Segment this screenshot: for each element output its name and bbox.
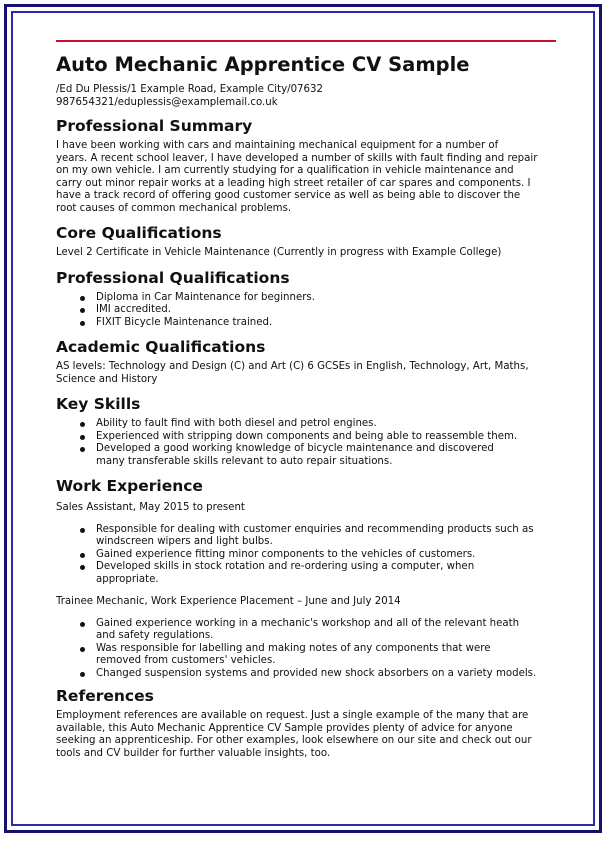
academic-text — [56, 361, 556, 386]
academic-heading: Academic Qualifications — [56, 338, 266, 356]
contact-line-2: 987654321/eduplessis@examplemail.co.uk — [56, 97, 278, 108]
skills-heading: Key Skills — [56, 395, 141, 413]
cv-title: Auto Mechanic Apprentice CV Sample — [56, 53, 470, 76]
job-title: Sales Assistant, May 2015 to present — [56, 502, 245, 513]
references-line: available, this Auto Mechanic Apprentice CV Sample provides plenty of advice for anyone — [56, 722, 513, 734]
contact-line-1: /Ed Du Plessis/1 Example Road, Example City/07632 — [56, 84, 323, 95]
list-item: FIXIT Bicycle Maintenance trained. — [56, 317, 556, 330]
list-item-line: Gained experience fitting minor components to the vehicles of customers. — [96, 548, 476, 560]
summary-line: years. A recent school leaver, I have developed a number of skills with fault finding and repair — [56, 152, 538, 164]
list-item-line: windscreen wipers and light bulbs. — [96, 536, 273, 547]
professional-list — [56, 292, 556, 330]
summary-line: root causes of common mechanical problems. — [56, 202, 292, 214]
work-heading: Work Experience — [56, 477, 203, 495]
summary-line: I have been working with cars and maintaining mechanical equipment for a number of — [56, 140, 499, 151]
list-item — [56, 549, 556, 562]
references-line: seeking an apprenticeship. For other examples, look elsewhere on our site and check out our — [56, 735, 532, 746]
contact-details — [56, 83, 556, 109]
academic-line: AS levels: Technology and Design (C) and Art (C) 6 GCSEs in English, Technology, Art, Maths, — [56, 361, 529, 372]
header-rule — [56, 40, 556, 42]
references-line: tools and CV builder for further valuable insights, too. — [56, 747, 331, 759]
list-item-line: appropriate. — [96, 573, 159, 585]
list-item-line: and safety regulations. — [96, 630, 214, 641]
list-item — [56, 561, 556, 586]
job-duties-list — [56, 524, 556, 587]
summary-line: on my own vehicle. I am currently studying for a qualification in vehicle maintenance and — [56, 165, 514, 176]
list-item-line: Ability to fault find with both diesel and petrol engines. — [96, 418, 377, 429]
core-heading: Core Qualifications — [56, 224, 222, 242]
references-line: Employment references are available on request. Just a single example of the many that are — [56, 710, 529, 721]
job-duties-list — [56, 618, 556, 681]
list-item: Diploma in Car Maintenance for beginners. — [56, 292, 556, 305]
list-item — [56, 668, 556, 681]
core-text: Level 2 Certificate in Vehicle Maintenance (Currently in progress with Example College) — [56, 247, 502, 258]
references-heading: References — [56, 687, 154, 705]
list-item — [56, 618, 556, 643]
job-title: Trainee Mechanic, Work Experience Placement – June and July 2014 — [56, 596, 401, 607]
list-item — [56, 431, 556, 444]
list-item-line: Experienced with stripping down components and being able to reassemble them. — [96, 430, 518, 442]
list-item-line: removed from customers' vehicles. — [96, 655, 276, 666]
list-item-line: Was responsible for labelling and making notes of any components that were — [96, 642, 491, 654]
list-item-line: Changed suspension systems and provided new shock absorbers on a variety models. — [96, 667, 537, 679]
professional-heading: Professional Qualifications — [56, 268, 290, 287]
references-text — [56, 710, 556, 760]
summary-line: have a track record of offering good customer service as well as being able to discover the — [56, 190, 521, 201]
list-item-line: Developed skills in stock rotation and re-ordering using a computer, when — [96, 561, 475, 572]
list-item: IMI accredited. — [56, 304, 556, 317]
list-item — [56, 643, 556, 668]
list-item — [56, 418, 556, 431]
list-item — [56, 524, 556, 549]
list-item-line: Gained experience working in a mechanic's workshop and all of the relevant heath — [96, 617, 520, 629]
cv-document — [56, 52, 556, 760]
list-item — [56, 443, 556, 468]
summary-heading: Professional Summary — [56, 117, 253, 135]
list-item-line: Developed a good working knowledge of bicycle maintenance and discovered — [96, 443, 494, 454]
summary-text — [56, 140, 556, 215]
skills-list — [56, 418, 556, 468]
summary-line: carry out minor repair works at a leading high street retailer of car spares and components. I — [56, 177, 531, 189]
academic-line: Science and History — [56, 373, 158, 385]
list-item-line: Responsible for dealing with customer enquiries and recommending products such as — [96, 523, 534, 535]
list-item-line: many transferable skills relevant to auto repair situations. — [96, 455, 393, 467]
